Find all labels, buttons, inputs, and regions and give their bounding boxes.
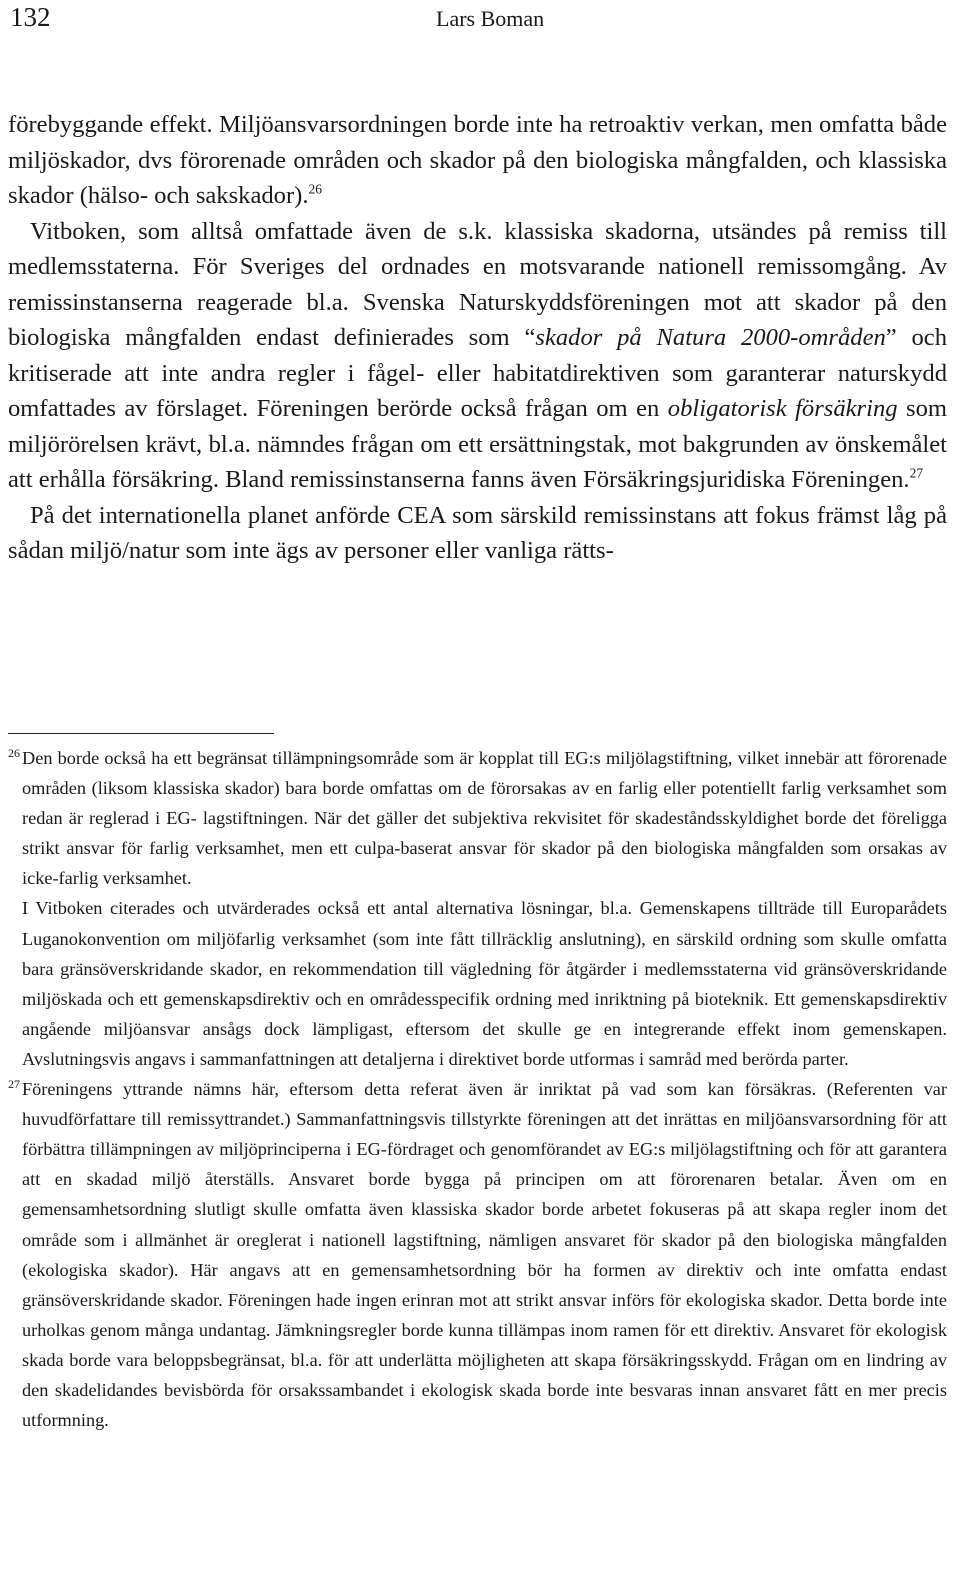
footnote-26-paragraph-1: Den borde också ha ett begränsat tillämpningsområde som är kopplat till EG:s miljölagstiftning, vilket innebär att förorenade områden (liksom klassiska skador) bara borde omfattas om de förorsakas av en farlig eller potentiellt farlig verksamhet som redan är reglerad i EG- lagstiftningen. När det gäller det subjektiva rekvisitet för skadeståndsskyldighet borde det föreligga strikt ansvar för farlig verksamhet, men ett culpa-baserat ansvar för skador på den biologiska mångfalden som orsakas av icke-farlig verksamhet.: [22, 748, 947, 889]
footnotes: [8, 743, 947, 1435]
paragraph-2-emphasis-forsakring: obligatorisk försäkring: [667, 395, 898, 422]
running-head: Lars Boman: [436, 6, 545, 31]
footnote-26: [8, 743, 947, 1074]
page-number: 132: [10, 2, 51, 32]
footnote-ref-26[interactable]: 26: [308, 181, 323, 197]
paragraph-2-text-b: ” och kritiserade att inte andra regler i fågel- eller habitatdirektiven som garanterar naturskydd omfattades av förslaget. Föreningen berörde också frågan om en: [8, 324, 948, 422]
paragraph-2-text-a: Vitboken, som alltså omfattade även de s.k. klassiska skadorna, utsändes på remiss till medlemsstaterna. För Sveriges del ordnades en motsvarande nationell remissomgång. Av remissinstanserna reagerade bl.a. Svenska Naturskyddsföreningen mot att skador på den biologiska mångfalden endast definierades som “: [8, 217, 947, 351]
paragraph-2-text-c: som miljörörelsen krävt, bl.a. nämndes frågan om ett ersättningstak, mot bakgrunden av önskemålet att erhålla försäkring. Bland remissinstanserna fanns även Försäkringsjuridiska Föreningen.: [8, 395, 947, 493]
paragraph-2: [8, 214, 947, 498]
footnote-27: [8, 1074, 947, 1435]
footnote-27-paragraph-1: Föreningens yttrande nämns här, eftersom detta referat även är inriktat på vad som kan försäkras. (Referenten var huvudförfattare till remissyttrandet.) Sammanfattningsvis tillstyrkte föreningen att det inrättas en miljöansvarsordning för att förbättra tillämpningen av miljöprinciperna i EG-fördraget och genomförandet av EG:s miljölagstiftning och för att garantera att en skadad miljö återställs. Ansvaret borde bygga på principen om att förorenaren betalar. Även om en gemensamhetsordning slutligt skulle omfatta även klassiska skador borde arbetet fokuseras på att skapa regler inom det område som i allmänhet är oreglerat i nationell lagstiftning, nämligen ansvaret för skador på den biologiska mångfalden (ekologiska skador). Här angavs att en gemensamhetsordning bör ha formen av direktiv och inte omfatta endast gränsöverskridande skador. Föreningen hade ingen erinran mot att strikt ansvar införs för ekologiska skador. Detta borde inte urholkas genom många undantag. Jämkningsregler borde kunna tillämpas inom ramen för ett direktiv. Ansvaret för ekologisk skada borde vara beloppsbegränsat, bl.a. för att underlätta möjligheten att skapa försäkringsskydd. Frågan om en lindring av den skadelidandes bevisbörda för orsakssambandet i ekologisk skada borde inte besvaras innan ansvaret fått en mer precis utformning.: [22, 1079, 947, 1431]
footnote-26-paragraph-2: I Vitboken citerades och utvärderades också ett antal alternativa lösningar, bl.a. Gemenskapens tillträde till Europarådets Luganokonvention om miljöfarlig verksamhet (som inte fått tillräcklig anslutning), en särskild ordning som skulle omfatta bara gränsöverskridande skador, en rekommendation till vägledning för åtgärder i medlemsstaterna vid gränsöverskridande miljöskada och ett gemenskapsdirektiv och en områdesspecifik ordning med inriktning på bioteknik. Ett gemenskapsdirektiv angående miljöansvar ansågs dock lämpligast, eftersom det skulle ge en integrerande effekt inom gemenskapen. Avslutningsvis angavs i sammanfattningen att detaljerna i direktivet borde utformas i samråd med berörda parter.: [22, 898, 947, 1069]
paragraph-1-text: förebyggande effekt. Miljöansvarsordningen borde inte ha retroaktiv verkan, men omfatta både miljöskador, dvs förorenade områden och skador på den biologiska mångfalden, och klassiska skador (hälso- och sakskador).: [8, 111, 947, 209]
paragraph-3: På det internationella planet anförde CEA som särskild remissinstans att fokus främst låg på sådan miljö/natur som inte ägs av personer eller vanliga rätts-: [8, 501, 947, 564]
footnote-divider: [8, 733, 274, 734]
footnote-number: 26: [8, 746, 20, 760]
footnote-number: 27: [8, 1077, 20, 1092]
paragraph-1: [8, 107, 947, 214]
paragraph-2-emphasis-natura: skador på Natura 2000-områden: [535, 324, 886, 351]
main-text: [8, 107, 947, 569]
footnote-ref-27[interactable]: 27: [909, 465, 924, 481]
